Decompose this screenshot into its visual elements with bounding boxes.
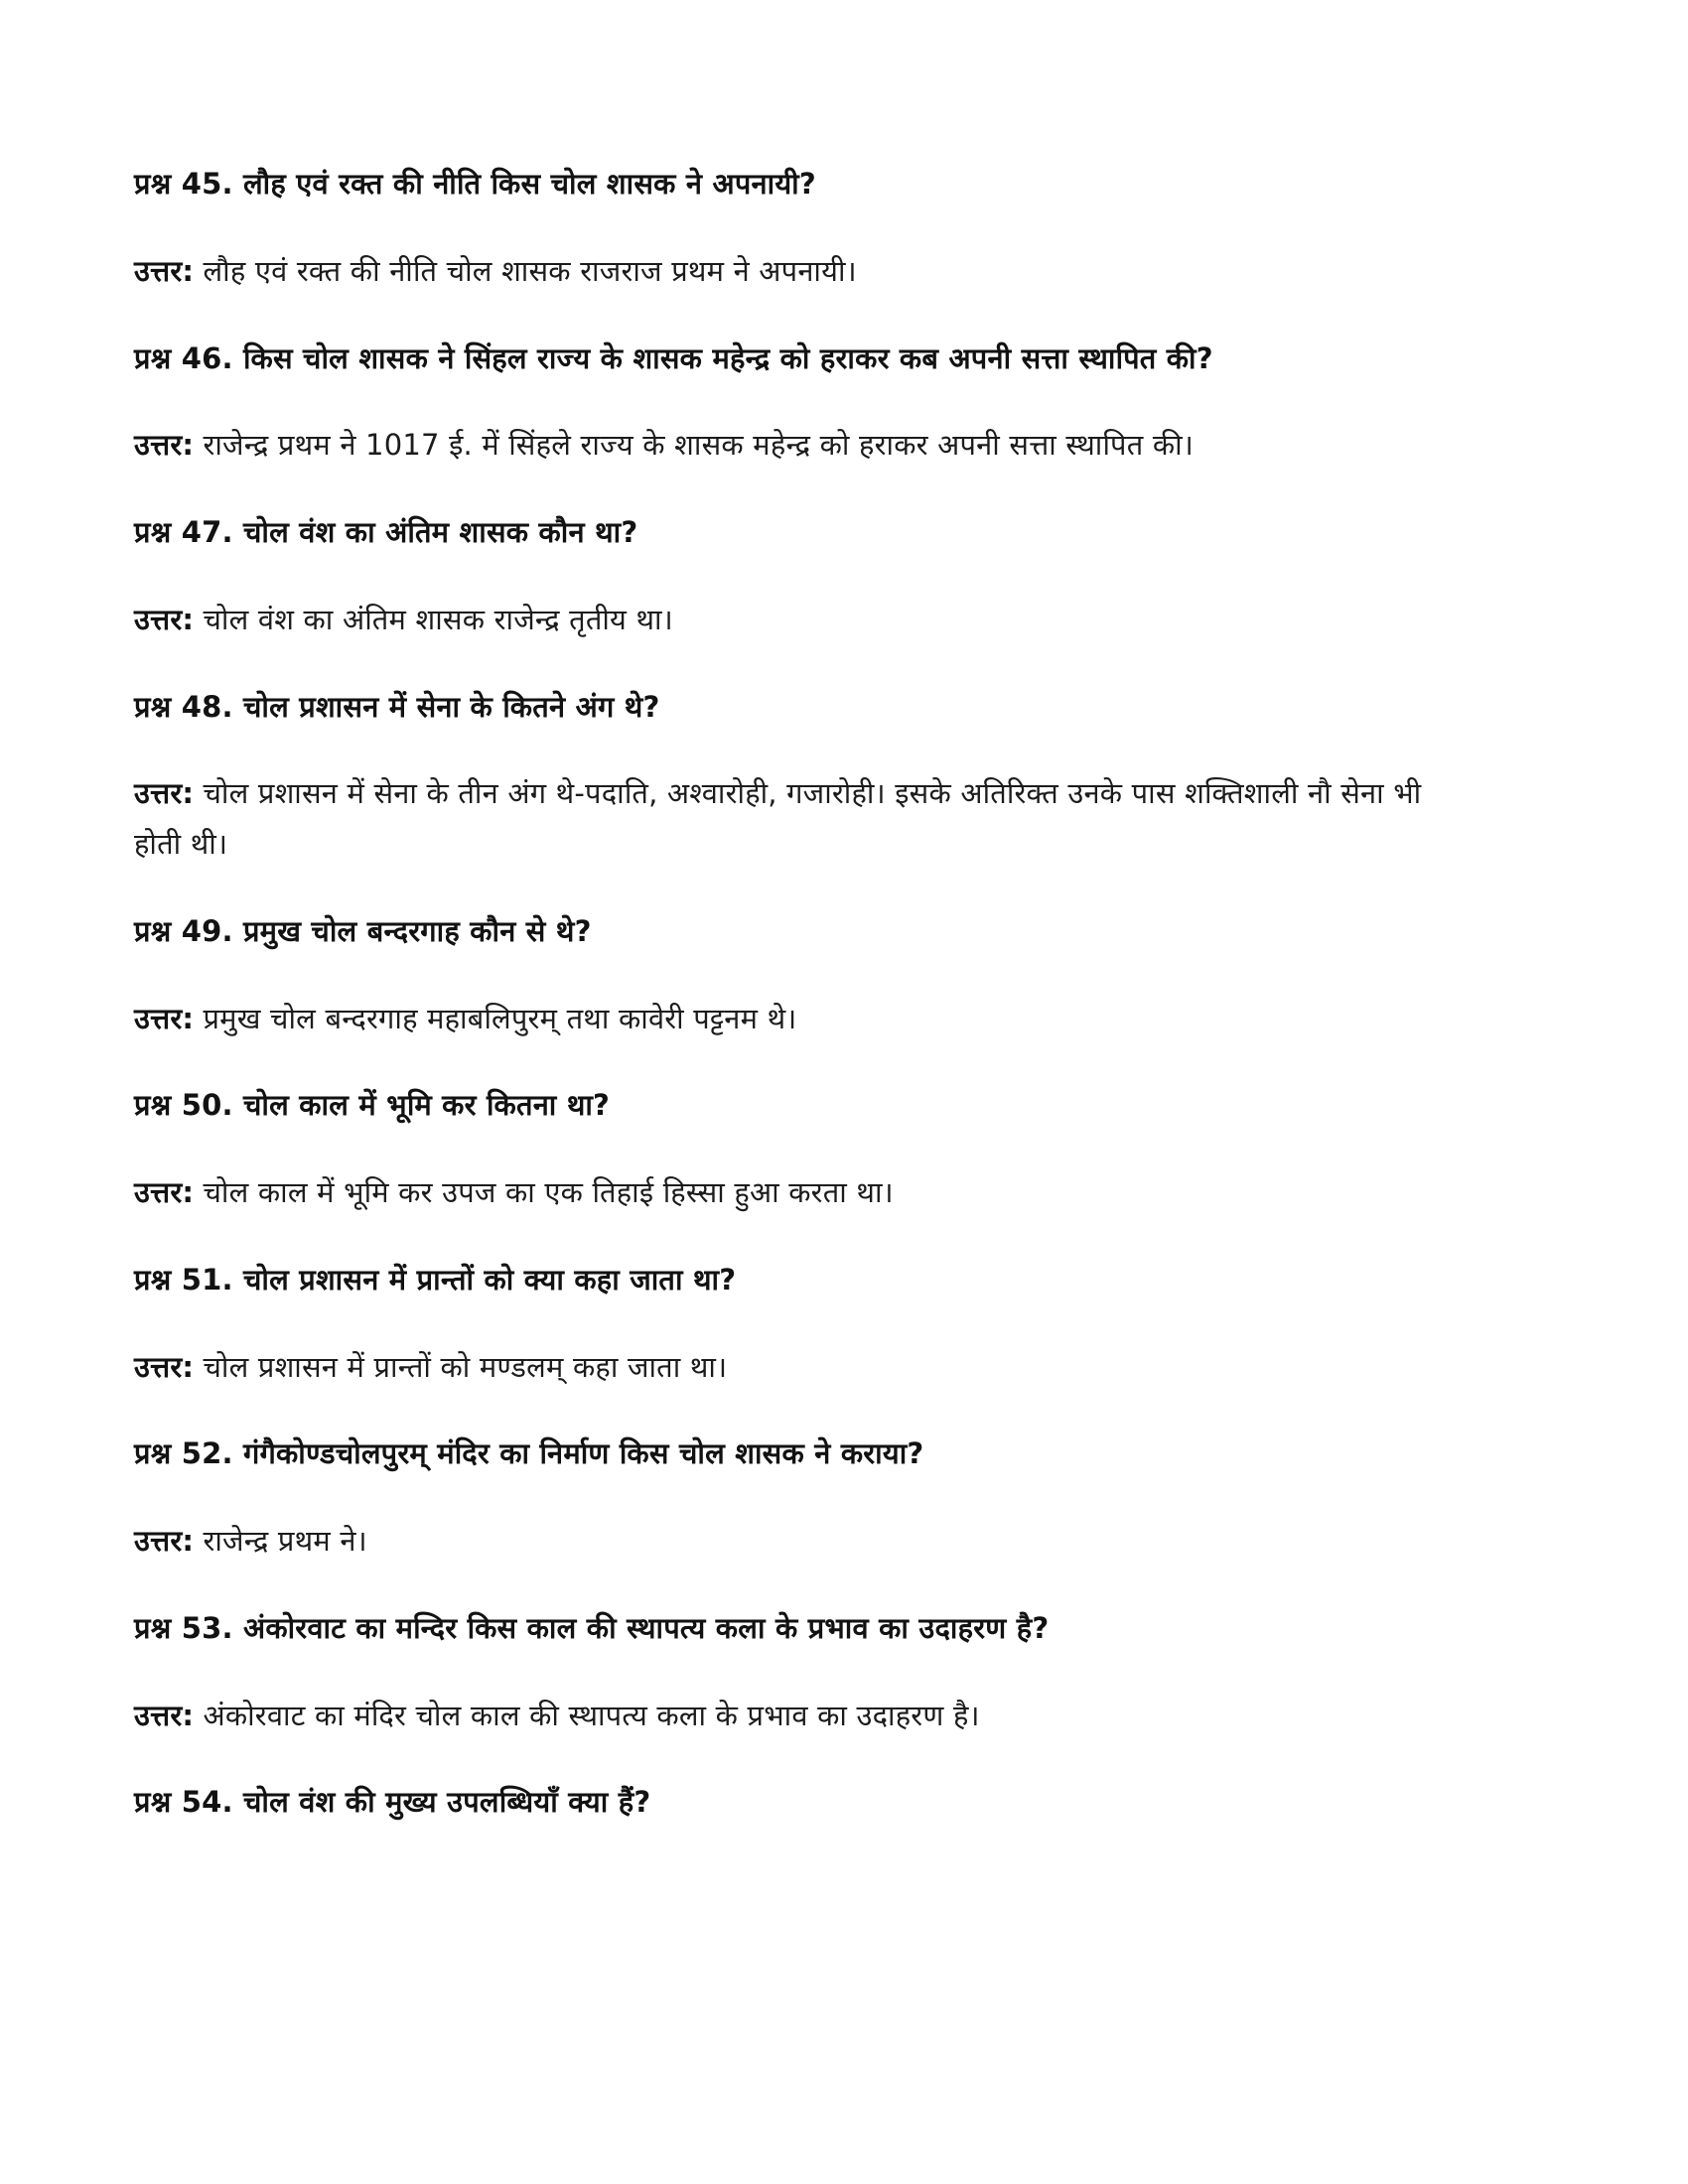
qa-block	[134, 906, 1450, 1044]
answer-label: उत्तर:	[134, 602, 195, 636]
question-text: प्रश्न 49. प्रमुख चोल बन्दरगाह कौन से थे?	[134, 913, 592, 948]
answer-text: लौह एवं रक्त की नीति चोल शासक राजराज प्रथम ने अपनायी।	[203, 253, 857, 288]
qa-block	[134, 1603, 1450, 1741]
answer-text: राजेन्द्र प्रथम ने 1017 ई. में सिंहले राज्य के शासक महेन्द्र को हराकर अपनी सत्ता स्थापित की।	[203, 428, 1195, 463]
answer-label: उत्तर:	[134, 1001, 195, 1035]
answer-text: अंकोरवाट का मंदिर चोल काल की स्थापत्य कला के प्रभाव का उदाहरण है।	[203, 1698, 980, 1732]
qa-block	[134, 1429, 1450, 1567]
answer-label: उत्तर:	[134, 1698, 195, 1732]
question-text: प्रश्न 53. अंकोरवाट का मन्दिर किस काल की स्थापत्य कला के प्रभाव का उदाहरण है?	[134, 1610, 1050, 1645]
answer-paragraph	[134, 1342, 1450, 1393]
question-text: प्रश्न 45. लौह एवं रक्त की नीति किस चोल शासक ने अपनायी?	[134, 167, 816, 201]
answer-paragraph	[134, 1516, 1450, 1567]
answer-label: उत्तर:	[134, 1524, 195, 1558]
qa-block	[134, 159, 1450, 297]
answer-label: उत्तर:	[134, 253, 195, 288]
answer-paragraph	[134, 1691, 1450, 1741]
answer-text: चोल काल में भूमि कर उपज का एक तिहाई हिस्सा हुआ करता था।	[203, 1175, 894, 1209]
question-text: प्रश्न 52. गंगैकोण्डचोलपुरम् मंदिर का निर्माण किस चोल शासक ने कराया?	[134, 1436, 924, 1471]
answer-paragraph	[134, 1167, 1450, 1218]
answer-text: चोल प्रशासन में प्रान्तों को मण्डलम् कहा जाता था।	[203, 1349, 728, 1384]
answer-label: उत्तर:	[134, 428, 195, 463]
question-text: प्रश्न 54. चोल वंश की मुख्य उपलब्धियाँ क्या हैं?	[134, 1785, 651, 1820]
answer-paragraph	[134, 595, 1450, 645]
answer-paragraph	[134, 420, 1450, 471]
answer-text: चोल प्रशासन में सेना के तीन अंग थे-पदाति, अश्वारोही, गजारोही। इसके अतिरिक्त उनके पास शक्तिशाली नौ सेना भी होती थी।	[134, 776, 1422, 861]
question-text: प्रश्न 47. चोल वंश का अंतिम शासक कौन था?	[134, 515, 638, 549]
question-text: प्रश्न 48. चोल प्रशासन में सेना के कितने अंग थे?	[134, 689, 660, 724]
answer-label: उत्तर:	[134, 1349, 195, 1384]
qa-block	[134, 1080, 1450, 1218]
question-text: प्रश्न 46. किस चोल शासक ने सिंहल राज्य के शासक महेन्द्र को हराकर कब अपनी सत्ता स्थापित की?	[134, 341, 1213, 375]
answer-paragraph	[134, 246, 1450, 297]
answer-paragraph	[134, 768, 1450, 870]
answer-label: उत्तर:	[134, 776, 195, 811]
answer-text: चोल वंश का अंतिम शासक राजेन्द्र तृतीय था।	[203, 602, 673, 636]
qa-block	[134, 1255, 1450, 1393]
answer-text: प्रमुख चोल बन्दरगाह महाबलिपुरम् तथा कावेरी पट्टनम थे।	[203, 1001, 797, 1035]
question-text: प्रश्न 50. चोल काल में भूमि कर कितना था?	[134, 1088, 611, 1123]
qa-block	[134, 1777, 1450, 1828]
qa-block	[134, 507, 1450, 645]
qa-block	[134, 682, 1450, 870]
question-text: प्रश्न 51. चोल प्रशासन में प्रान्तों को क्या कहा जाता था?	[134, 1262, 737, 1297]
answer-label: उत्तर:	[134, 1175, 195, 1209]
answer-text: राजेन्द्र प्रथम ने।	[203, 1524, 367, 1558]
qa-block	[134, 334, 1450, 472]
answer-paragraph	[134, 994, 1450, 1044]
